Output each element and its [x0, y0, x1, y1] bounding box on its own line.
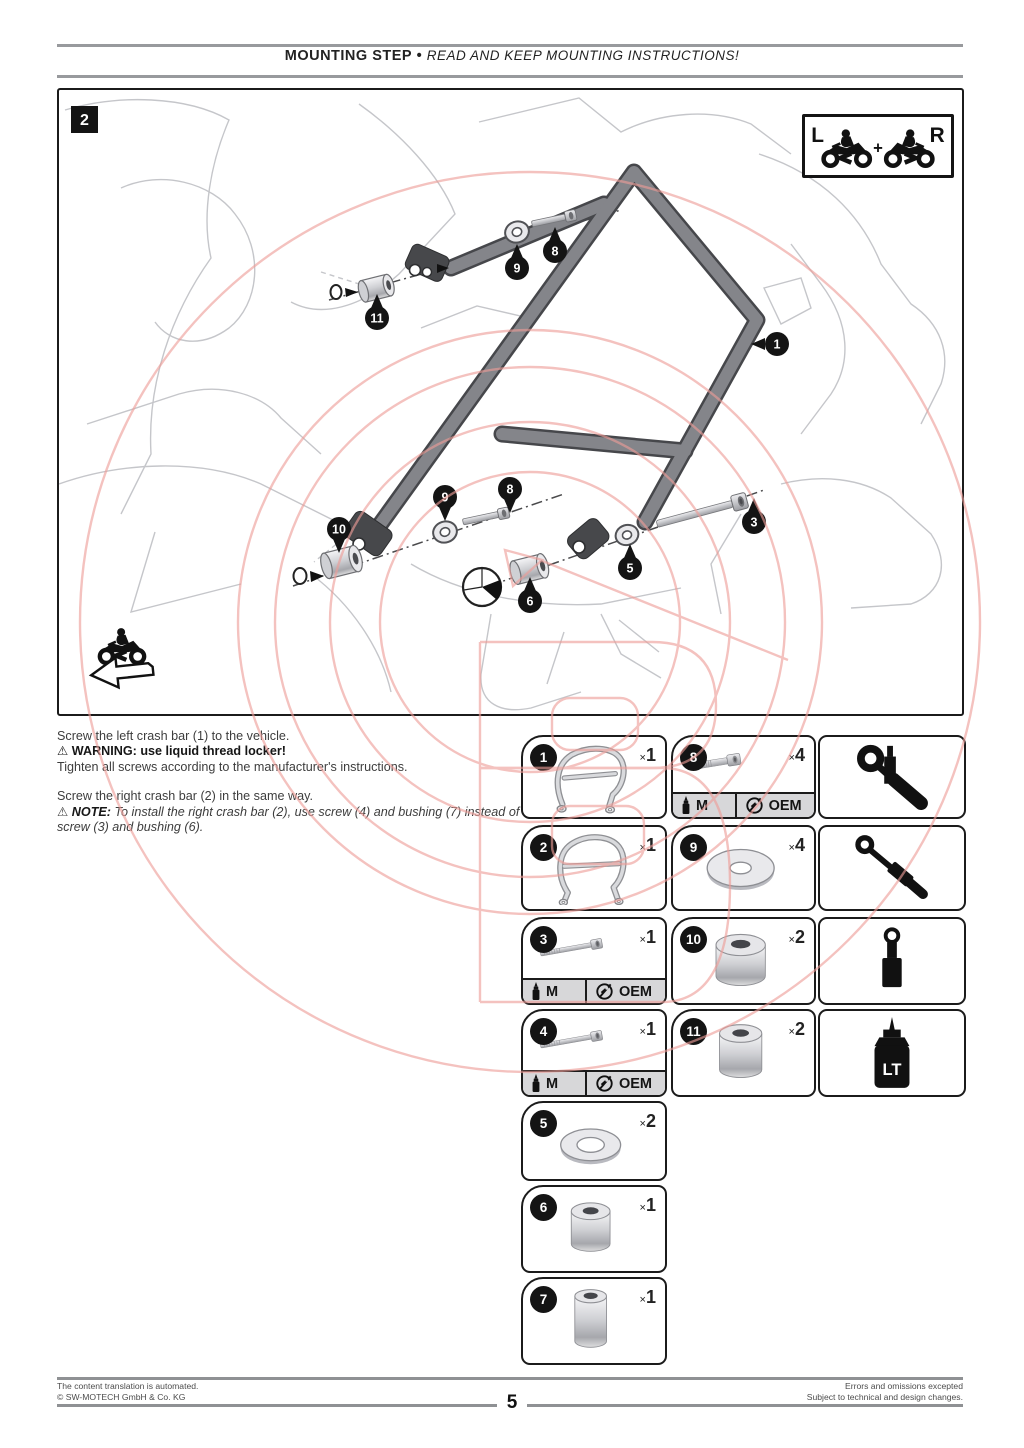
part-box-7 [521, 1277, 667, 1365]
thread-locker-oem-strip: M OEM [523, 978, 665, 1003]
socket-bit-icon [882, 929, 901, 987]
part-number-badge: 1 [530, 744, 557, 771]
step-badge [71, 106, 98, 133]
crash-bar-left-image [557, 749, 623, 813]
page-title [0, 48, 1024, 64]
part-qty: ×1 [639, 1287, 656, 1307]
tool-box-extension [818, 825, 966, 911]
part-qty: ×1 [639, 745, 656, 765]
instruction-line-2: Tighten all screws according to the manufacturer's instructions. [57, 759, 408, 774]
motorcycle-right-icon [886, 129, 932, 165]
thread-locker-oem-strip: M OEM [673, 792, 814, 817]
callout-9b [433, 485, 457, 521]
instruction-line-1: Screw the left crash bar (1) to the vehicle. [57, 729, 290, 743]
title-subtitle: READ AND KEEP MOUNTING INSTRUCTIONS! [426, 48, 740, 63]
bushing-flanged-image [716, 934, 765, 985]
callout-5 [618, 544, 642, 580]
part-box-4 [521, 1009, 667, 1097]
part-qty: ×2 [788, 927, 805, 947]
part-number-badge: 4 [530, 1018, 557, 1045]
no-oem-icon [597, 1076, 611, 1090]
part-box-11 [671, 1009, 816, 1097]
svg-text:1: 1 [773, 337, 781, 352]
tool-box-ratchet [818, 735, 966, 819]
svg-text:5: 5 [626, 561, 634, 576]
part-box-9 [671, 825, 816, 911]
header-rule-top [57, 44, 963, 47]
part-number-badge: 8 [680, 744, 707, 771]
left-label: L [811, 123, 824, 147]
svg-text:8: 8 [506, 482, 514, 497]
part-number-badge: 2 [530, 834, 557, 861]
part-number-badge: 6 [530, 1194, 557, 1221]
note-icon: ⚠ [57, 804, 69, 819]
washer-image [561, 1129, 621, 1164]
thread-locker-bottle-icon [533, 1074, 540, 1092]
washer-large-image [707, 850, 774, 891]
instruction-line-3: Screw the right crash bar (2) in the same way. [57, 789, 313, 804]
motorcycle-left-icon [824, 129, 870, 165]
thread-locker-oem-strip: M OEM [523, 1070, 665, 1095]
part-box-10 [671, 917, 816, 1005]
title-separator: • [416, 48, 423, 64]
part-box-6 [521, 1185, 667, 1273]
page-number: 5 [506, 1392, 518, 1413]
part-number-badge: 10 [680, 926, 707, 953]
thread-locker-bottle-icon [683, 796, 690, 814]
crash-bar-right-image [559, 837, 623, 905]
footer-left: The content translation is automated. © SW-MOTECH GmbH & Co. KG [57, 1381, 199, 1402]
thread-locker-bottle-icon [533, 982, 540, 1000]
part-qty: ×2 [639, 1111, 656, 1131]
instruction-text [57, 729, 522, 835]
part-box-5 [521, 1101, 667, 1181]
left-right-orientation-box [802, 114, 954, 178]
right-label: R [929, 123, 945, 147]
title-main: MOUNTING STEP [284, 48, 413, 64]
thread-locker-label: LT [882, 1061, 902, 1080]
svg-text:11: 11 [370, 311, 384, 326]
svg-text:8: 8 [551, 244, 559, 259]
warning-icon: ⚠ [57, 744, 69, 759]
part-qty: ×1 [639, 1019, 656, 1039]
part-qty: ×4 [788, 835, 805, 855]
motorcycle-silhouette-icon [100, 628, 144, 663]
plus-sign: + [873, 138, 883, 158]
part-number-badge: 11 [680, 1018, 707, 1045]
svg-text:2: 2 [80, 112, 89, 129]
part-qty: ×4 [788, 745, 805, 765]
crash-bar [342, 172, 757, 562]
part-qty: ×1 [639, 1195, 656, 1215]
bushing-image [720, 1025, 762, 1078]
part-number-badge: 9 [680, 834, 707, 861]
footer-right: Errors and omissions excepted Subject to technical and design changes. [806, 1381, 963, 1402]
svg-text:6: 6 [526, 594, 534, 609]
bushing-image [571, 1203, 610, 1251]
part-box-8 [671, 735, 816, 819]
no-oem-icon [747, 798, 761, 812]
part-box-2 [521, 825, 667, 911]
part-qty: ×1 [639, 927, 656, 947]
no-oem-icon [597, 984, 611, 998]
tool-box-thread-locker [818, 1009, 966, 1097]
part-box-3 [521, 917, 667, 1005]
part-number-badge: 3 [530, 926, 557, 953]
header-rule-bottom [57, 75, 963, 78]
svg-text:10: 10 [332, 522, 346, 537]
part-number-badge: 5 [530, 1110, 557, 1137]
bushing-tall-image [575, 1290, 607, 1348]
mounting-diagram [57, 88, 964, 716]
note-line: ⚠ NOTE: To install the right crash bar (2), use screw (4) and bushing (7) instead of screw (3) and bushing (6). [57, 804, 520, 835]
footer-rule-top [57, 1377, 963, 1380]
svg-text:9: 9 [513, 261, 521, 276]
svg-text:3: 3 [750, 515, 758, 530]
part-qty: ×1 [639, 835, 656, 855]
ratchet-wrench-icon [861, 746, 921, 803]
extension-bar-icon [858, 838, 923, 894]
warning-line: ⚠ WARNING: use liquid thread locker! [57, 744, 286, 759]
svg-text:9: 9 [441, 490, 449, 505]
part-box-1 [521, 735, 667, 819]
callout-8b [498, 477, 522, 513]
tool-box-socket [818, 917, 966, 1005]
part-number-badge: 7 [530, 1286, 557, 1313]
motorcycle-line-art [59, 98, 945, 710]
part-qty: ×2 [788, 1019, 805, 1039]
vehicle-left-side-icon [90, 628, 155, 690]
